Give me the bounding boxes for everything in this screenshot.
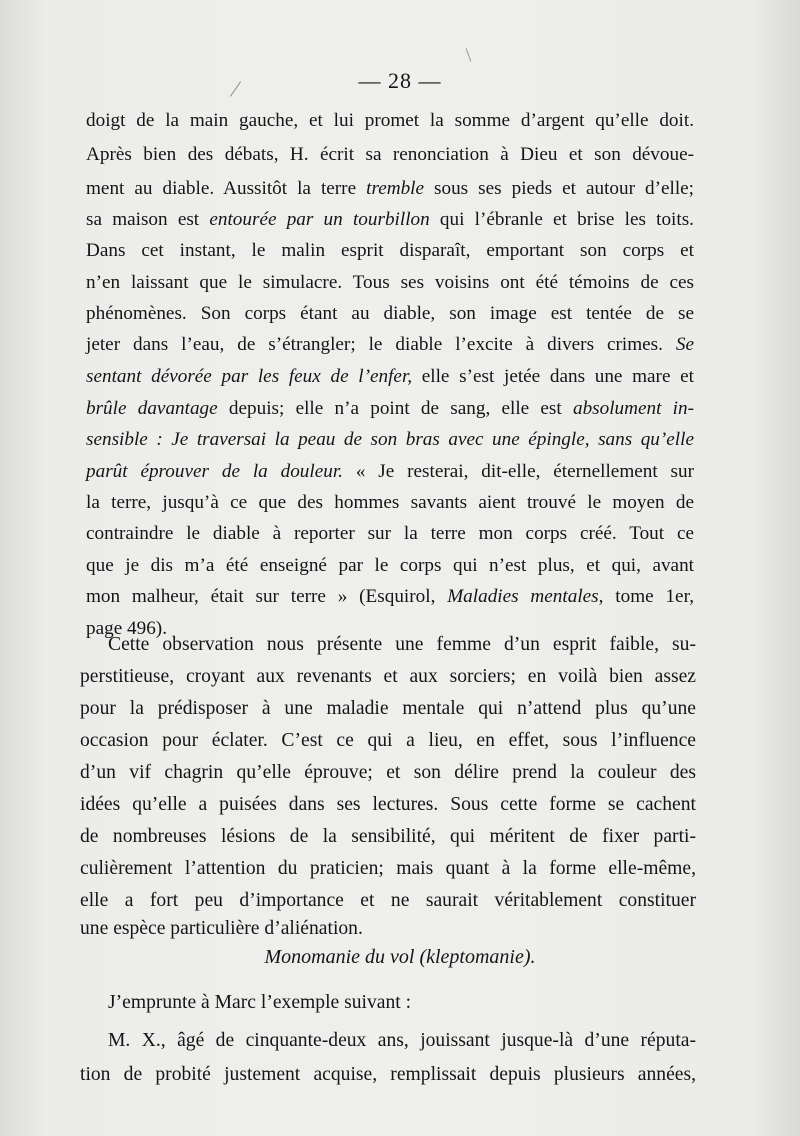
text-run: une espèce particulière d’aliénation. (80, 918, 363, 939)
text-run: , tome 1er, (598, 586, 694, 607)
italic-run: Se (675, 334, 694, 355)
text-line (86, 266, 694, 300)
text-line (86, 203, 694, 237)
text-run: tion de probité justement acquise, remplissait depuis plusieurs années, (80, 1064, 696, 1085)
text-line (86, 360, 694, 394)
text-line (86, 517, 694, 551)
text-run: d’un vif chagrin qu’elle éprouve; et son délire prend la couleur des (80, 762, 696, 783)
text-run: ment au diable. Aussitôt la terre (86, 178, 367, 199)
text-run: perstitieuse, croyant aux revenants et aux sorciers; en voilà bien assez (80, 666, 696, 687)
text-line (86, 234, 694, 268)
text-run: Après bien des débats, H. écrit sa renonciation à Dieu et son dévoue- (86, 144, 694, 165)
text-run: occasion pour éclater. C’est ce qui a lieu, en effet, sous l’influence (80, 730, 696, 751)
text-run: Dans cet instant, le malin esprit disparaît, emportant son corps et (86, 240, 694, 261)
text-run: doigt de la main gauche, et lui promet la somme d’argent qu’elle doit. (86, 110, 694, 131)
text-line (80, 660, 696, 694)
text-line (86, 104, 694, 138)
text-run: idées qu’elle a puisées dans ses lectures. Sous cette forme se cachent (80, 794, 696, 815)
text-line (86, 297, 694, 331)
text-line (86, 172, 694, 206)
stray-mark (466, 48, 472, 61)
italic-run: parût éprouver de la douleur. (86, 461, 343, 482)
text-run: depuis; elle n’a point de sang, elle est (217, 398, 573, 419)
text-run: pour la prédisposer à une maladie mentale qui n’attend plus qu’une (80, 698, 696, 719)
text-line (80, 1058, 696, 1092)
text-run: « Je resterai, dit-elle, éternellement sur (342, 461, 694, 482)
text-run: M. X., âgé de cinquante-deux ans, jouissant jusque-là d’une réputa- (108, 1030, 696, 1051)
italic-run: Maladies mentales (447, 586, 599, 607)
text-run: n’en laissant que le simulacre. Tous ses voisins ont été témoins de ces (86, 272, 694, 293)
text-run: page 496). (86, 618, 167, 639)
text-line (80, 1024, 696, 1058)
italic-run: brûle davantage (86, 398, 218, 419)
text-line (86, 328, 694, 362)
text-run: jeter dans l’eau, de s’étrangler; le diable l’excite à divers crimes. (86, 334, 676, 355)
text-line (86, 423, 694, 457)
text-run: mon malheur, était sur terre » (Esquirol, (86, 586, 448, 607)
text-line (80, 820, 696, 854)
italic-run: sensible : Je traversai la peau de son bras avec une épingle, sans qu’elle (86, 429, 694, 450)
text-run: elle s’est jetée dans une mare et (412, 366, 694, 387)
text-run: J’emprunte à Marc l’exemple suivant : (108, 992, 412, 1013)
text-line (86, 549, 694, 583)
text-line (86, 455, 694, 489)
page-number: — 28 — (358, 68, 442, 93)
text-run: qui l’ébranle et brise les toits. (429, 209, 694, 230)
text-line (80, 692, 696, 726)
text-line (86, 392, 694, 426)
italic-run: entourée par un tourbillon (209, 209, 430, 230)
text-run: que je dis m’a été enseigné par le corps qui n’est plus, et qui, avant (86, 555, 694, 576)
text-run: contraindre le diable à reporter sur la terre mon corps créé. Tout ce (86, 523, 694, 544)
italic-run: tremble (366, 178, 425, 199)
text-run: sous ses pieds et autour d’elle; (424, 178, 695, 199)
section-heading: Monomanie du vol (kleptomanie). (264, 946, 536, 968)
text-line (80, 756, 696, 790)
italic-run: absolument in- (572, 398, 694, 419)
text-run: culièrement l’attention du praticien; mais quant à la forme elle-même, (80, 858, 696, 879)
text-line (80, 986, 696, 1020)
text-line (86, 580, 694, 614)
text-line (86, 138, 694, 172)
italic-run: sentant dévorée par les feux de l’enfer, (86, 366, 413, 387)
text-run: la terre, jusqu’à ce que des hommes savants aient trouvé le moyen de (86, 492, 694, 513)
text-line (86, 486, 694, 520)
text-run: phénomènes. Son corps étant au diable, son image est tentée de se (86, 303, 694, 324)
text-line (80, 852, 696, 886)
text-line (80, 788, 696, 822)
text-run: Cette observation nous présente une femme d’un esprit faible, su- (108, 634, 696, 655)
text-line (80, 628, 696, 662)
text-run: de nombreuses lésions de la sensibilité, qui méritent de fixer parti- (80, 826, 696, 847)
text-run: elle a fort peu d’importance et ne saurait véritablement constituer (80, 890, 696, 911)
text-line (80, 724, 696, 758)
text-run: sa maison est (86, 209, 210, 230)
